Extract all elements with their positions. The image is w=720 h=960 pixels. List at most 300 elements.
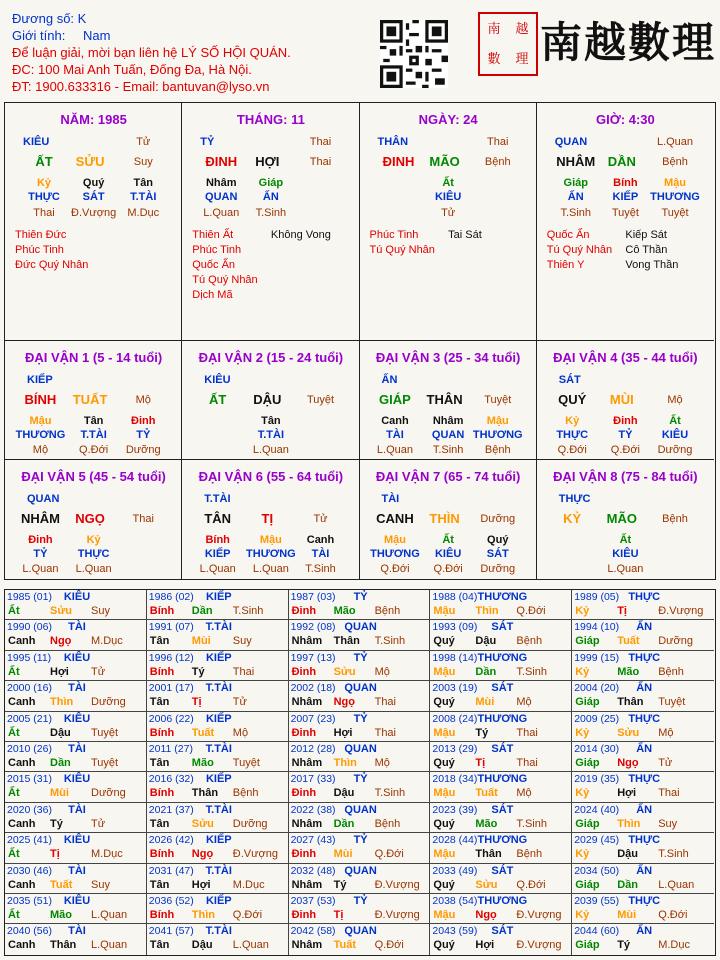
year-stage: Thai <box>516 726 538 739</box>
year-branch: Mão <box>191 757 214 769</box>
year-stage: T.Sinh <box>658 848 689 861</box>
year-branch: Sửu <box>617 726 640 739</box>
year-stem: Kỷ <box>575 605 590 617</box>
year-stage: L.Quan <box>91 939 128 952</box>
year-label: 1994 (10) <box>574 621 620 634</box>
year-stage: Bệnh <box>658 665 684 678</box>
pillar-cell <box>5 103 182 341</box>
dai-van-god: TÀI <box>381 493 400 505</box>
hidden-god: KIẾP <box>204 548 231 560</box>
year-god: TỶ <box>353 591 368 603</box>
year-god: TỶ <box>353 895 368 907</box>
hidden-stem: Ất <box>442 534 454 546</box>
year-cell <box>430 651 572 681</box>
hidden-stage: Thai <box>33 207 55 219</box>
hidden-stage: Dưỡng <box>480 563 516 575</box>
hidden-stage: Mộ <box>32 444 49 456</box>
hidden-god: KIÊU <box>661 429 689 441</box>
dai-van-stem: QUÝ <box>558 392 587 407</box>
year-cell <box>147 681 289 711</box>
year-stage: Thai <box>374 696 396 709</box>
year-stage: Dưỡng <box>658 635 693 648</box>
hidden-stage: L.Quan <box>607 563 644 575</box>
dai-van-god: QUAN <box>27 493 60 505</box>
year-stage: Thai <box>374 726 396 739</box>
pillar-stem: NHÂM <box>556 154 596 169</box>
year-branch: Dần <box>617 878 638 891</box>
year-god: ẤN <box>636 621 653 634</box>
dai-van-status: Thai <box>132 513 154 525</box>
dai-van-title: ĐẠI VẬN 3 (25 - 34 tuổi) <box>375 350 521 365</box>
dai-van-branch: NGỌ <box>75 511 105 526</box>
dai-van-title: ĐẠI VẬN 4 (35 - 44 tuổi) <box>553 350 698 365</box>
year-god: SÁT <box>491 743 514 755</box>
year-branch: Dậu <box>475 635 497 648</box>
year-cell <box>572 833 714 863</box>
year-branch: Mùi <box>191 635 211 648</box>
year-cell <box>147 803 289 833</box>
year-branch: Thìn <box>475 605 499 617</box>
year-branch: Ngọ <box>333 696 355 709</box>
year-stem: Mậu <box>433 848 456 861</box>
year-label: 2039 (55) <box>574 895 620 907</box>
year-stage: Tử <box>91 665 106 678</box>
year-god: QUAN <box>344 682 377 695</box>
year-cell <box>289 712 431 742</box>
year-stage: Thai <box>658 787 680 800</box>
year-label: 2037 (53) <box>290 895 336 907</box>
year-stem: Giáp <box>575 696 600 709</box>
hidden-stage: T.Sinh <box>560 207 592 219</box>
year-branch: Tị <box>333 909 344 921</box>
year-label: 2035 (51) <box>7 895 52 907</box>
year-cell <box>5 864 147 894</box>
year-stage: Tử <box>91 817 106 830</box>
year-branch: Thìn <box>333 757 357 769</box>
year-stem: Nhâm <box>291 635 323 648</box>
year-branch: Thân <box>191 787 219 800</box>
year-branch: Tị <box>617 605 627 617</box>
hidden-god: THƯƠNG <box>246 548 296 560</box>
year-branch: Mùi <box>333 848 353 861</box>
year-stage: Mộ <box>658 726 674 739</box>
star-good: Quốc Ấn <box>546 229 590 241</box>
year-stage: Suy <box>91 605 110 617</box>
hidden-god: KIÊU <box>612 548 639 560</box>
year-label: 1991 (07) <box>148 621 194 634</box>
year-cell <box>430 681 572 711</box>
year-label: 2026 (42) <box>148 834 194 847</box>
hidden-stem: Quý <box>82 177 105 189</box>
year-label: 2028 (44) <box>432 834 478 847</box>
star-good: Tú Quý Nhân <box>546 244 613 256</box>
year-label: 2044 (60) <box>574 925 620 938</box>
year-god: ẤN <box>636 864 653 877</box>
star-good: Tú Quý Nhân <box>369 244 435 256</box>
year-god: KIẾP <box>205 712 232 725</box>
year-branch: Mão <box>50 909 72 921</box>
year-god: ẤN <box>636 682 653 695</box>
year-branch: Sửu <box>191 817 214 830</box>
hidden-stage: Dưỡng <box>125 444 161 456</box>
year-stem: Đinh <box>291 665 317 678</box>
hidden-stem: Kỷ <box>86 534 101 546</box>
year-branch: Tý <box>191 665 205 678</box>
hidden-stage: Q.Đới <box>79 444 109 456</box>
year-stage: Đ.Vượng <box>516 939 562 952</box>
year-god: TÀI <box>68 864 86 877</box>
year-stage: Bệnh <box>516 848 543 861</box>
year-god: KIẾP <box>205 773 232 786</box>
hidden-god: TỶ <box>136 429 151 441</box>
year-stem: Giáp <box>575 757 600 769</box>
year-label: 1986 (02) <box>148 591 194 603</box>
hidden-stage: L.Quan <box>376 444 413 456</box>
year-god: QUAN <box>344 803 377 816</box>
year-cell <box>289 924 431 954</box>
year-god: TỶ <box>353 651 368 664</box>
year-cell <box>5 894 147 924</box>
hidden-stage: Q.Đới <box>557 444 587 456</box>
gender-value: Nam <box>82 28 111 43</box>
hidden-stem: Ất <box>669 415 681 427</box>
year-stage: L.Quan <box>232 939 269 952</box>
pillar-stem: ẤT <box>35 154 53 169</box>
year-label: 2024 (40) <box>574 803 620 816</box>
year-cell <box>572 742 714 772</box>
year-stem: Đinh <box>291 848 317 861</box>
year-stage: L.Quan <box>91 909 128 921</box>
year-stem: Nhâm <box>291 878 323 891</box>
year-stem: Mậu <box>433 726 456 739</box>
hidden-stem: Tân <box>133 177 154 189</box>
year-stage: Bệnh <box>232 787 259 800</box>
year-cell <box>289 620 431 650</box>
hidden-god: KIÊU <box>434 191 462 203</box>
hidden-god: SÁT <box>486 548 509 560</box>
year-cell <box>572 924 714 954</box>
year-god: SÁT <box>491 682 514 695</box>
dai-van-cell <box>5 341 182 460</box>
year-stem: Bính <box>149 787 175 800</box>
year-god: THƯƠNG <box>477 712 528 725</box>
star-good: Thiên Y <box>546 259 585 271</box>
hidden-stem: Kỷ <box>565 415 580 427</box>
year-stage: Mộ <box>516 696 532 709</box>
year-stem: Bính <box>149 665 175 678</box>
hidden-god: SÁT <box>82 191 105 203</box>
year-cell <box>430 742 572 772</box>
chart-grid <box>4 102 716 580</box>
year-cell <box>5 681 147 711</box>
hidden-god: TỶ <box>618 429 633 441</box>
year-label: 1993 (09) <box>432 621 478 634</box>
year-label: 1992 (08) <box>290 621 336 634</box>
year-stem: Bính <box>149 848 175 861</box>
hidden-stem: Tân <box>83 415 104 427</box>
hidden-stage: L.Quan <box>199 563 236 575</box>
year-label: 2017 (33) <box>290 773 336 786</box>
dai-van-stem: ẤT <box>209 392 227 407</box>
year-god: KIÊU <box>63 651 91 664</box>
year-label: 2004 (20) <box>574 682 620 695</box>
year-label: 2003 (19) <box>432 682 478 695</box>
year-cell <box>572 620 714 650</box>
hidden-stem: Canh <box>381 415 409 427</box>
year-cell <box>572 894 714 924</box>
year-stage: Q.Đới <box>516 605 546 617</box>
pillar-top-stage: Thai <box>309 136 332 148</box>
hidden-stage: L.Quan <box>203 207 240 219</box>
year-branch: Thân <box>617 696 644 709</box>
year-label: 2000 (16) <box>7 682 52 695</box>
year-god: SÁT <box>491 864 514 877</box>
pillar-branch: DẦN <box>607 154 636 169</box>
pillar-top-stage: L.Quan <box>656 136 694 148</box>
hidden-stage: M.Dục <box>127 207 160 219</box>
year-branch: Tý <box>333 878 347 891</box>
pillar-cell <box>182 103 359 341</box>
dai-van-god: KIẾP <box>27 374 53 386</box>
hidden-stem: Mậu <box>486 415 509 427</box>
year-stem: Ất <box>8 605 20 617</box>
hidden-stem: Mậu <box>664 177 686 189</box>
year-stage: Bệnh <box>516 635 543 648</box>
dai-van-title: ĐẠI VẬN 7 (65 - 74 tuổi) <box>375 469 521 484</box>
year-stage: Suy <box>232 635 252 648</box>
hidden-stage: L.Quan <box>252 563 289 575</box>
year-cell <box>147 651 289 681</box>
year-label: 2009 (25) <box>574 712 620 725</box>
year-stage: Q.Đới <box>374 939 404 952</box>
year-stem: Quý <box>433 757 455 769</box>
year-stem: Quý <box>433 817 455 830</box>
year-cell <box>5 590 147 620</box>
year-stem: Tân <box>149 817 170 830</box>
year-stage: Đ.Vượng <box>516 909 562 921</box>
hidden-god: KIẾP <box>612 191 639 203</box>
hidden-god: QUAN <box>205 191 238 203</box>
dai-van-title: ĐẠI VẬN 1 (5 - 14 tuổi) <box>25 350 163 365</box>
dai-van-status: Mộ <box>135 394 151 406</box>
hidden-stem: Giáp <box>258 177 284 189</box>
year-cell <box>5 803 147 833</box>
year-cell <box>289 803 431 833</box>
year-cell <box>5 620 147 650</box>
year-cell <box>5 651 147 681</box>
year-stage: Thai <box>232 665 255 678</box>
year-cell <box>147 742 289 772</box>
year-stem: Giáp <box>575 635 600 648</box>
star-bad: Tai Sát <box>448 229 482 241</box>
year-stem: Ất <box>8 665 20 678</box>
year-stem: Ất <box>8 909 20 921</box>
year-branch: Tuất <box>50 878 73 891</box>
year-branch: Tuất <box>333 939 356 952</box>
year-branch: Mão <box>333 605 356 617</box>
hidden-god: ẤN <box>262 191 279 203</box>
year-label: 1988 (04) <box>432 591 478 603</box>
year-god: QUAN <box>344 864 377 877</box>
dai-van-cell <box>360 341 537 460</box>
year-cell <box>289 681 431 711</box>
year-stage: M.Dục <box>658 939 690 952</box>
year-cell <box>147 833 289 863</box>
year-stem: Giáp <box>575 939 600 952</box>
year-stage: T.Sinh <box>374 787 406 800</box>
year-cell <box>572 864 714 894</box>
year-cell <box>430 833 572 863</box>
year-label: 2023 (39) <box>432 803 478 816</box>
hidden-stage: Tuyệt <box>661 207 689 219</box>
year-cell <box>289 772 431 802</box>
year-branch: Sửu <box>50 605 73 617</box>
year-stage: Suy <box>91 878 110 891</box>
year-label: 1985 (01) <box>7 591 52 603</box>
year-stem: Kỷ <box>575 787 590 800</box>
year-stem: Đinh <box>291 726 317 739</box>
year-god: KIẾP <box>205 895 232 907</box>
hidden-stage: L.Quan <box>252 444 289 456</box>
hidden-god: TÀI <box>311 548 330 560</box>
year-label: 2034 (50) <box>574 864 620 877</box>
year-stem: Quý <box>433 696 455 709</box>
contact-line: Để luận giải, mời bạn liên hệ LÝ SỐ HỘI QUÁN. <box>12 45 291 60</box>
year-cell <box>572 712 714 742</box>
year-label: 1995 (11) <box>7 651 52 664</box>
gender-line <box>12 27 291 44</box>
phone-email-line: ĐT: 1900.633316 - Email: bantuvan@lyso.vn <box>12 79 270 94</box>
hidden-stem: Quý <box>487 534 509 546</box>
year-god: TỶ <box>353 773 368 786</box>
dai-van-stem: NHÂM <box>20 511 60 526</box>
year-label: 2005 (21) <box>7 712 52 725</box>
dai-van-stem: CANH <box>376 511 414 526</box>
dai-van-branch: MÃO <box>606 511 637 526</box>
pillar-status: Bệnh <box>662 156 688 168</box>
dai-van-title: ĐẠI VẬN 6 (55 - 64 tuổi) <box>198 469 344 484</box>
year-stage: Tuyệt <box>91 726 119 739</box>
year-label: 2043 (59) <box>432 925 478 938</box>
seal-stamp <box>478 12 538 76</box>
star-good: Phúc Tinh <box>369 229 419 241</box>
dai-van-branch: DẬU <box>253 392 282 407</box>
hidden-god: THỰC <box>556 429 589 441</box>
year-branch: Dần <box>50 757 71 769</box>
year-label: 2020 (36) <box>7 803 52 816</box>
year-label: 2015 (31) <box>7 773 52 786</box>
pillar-title: GIỜ: 4:30 <box>595 112 655 127</box>
year-stem: Mậu <box>433 909 456 921</box>
year-stem: Bính <box>149 726 175 739</box>
year-god: THỰC <box>628 895 661 907</box>
logo: 南越數理 <box>540 18 717 67</box>
year-label: 2025 (41) <box>7 834 52 847</box>
year-stem: Giáp <box>575 817 600 830</box>
year-god: T.TÀI <box>205 864 232 877</box>
year-stem: Quý <box>433 635 455 648</box>
year-branch: Tị <box>50 848 60 861</box>
dai-van-cell <box>182 460 359 579</box>
year-label: 2019 (35) <box>574 773 620 786</box>
year-branch: Tý <box>475 726 489 739</box>
hidden-stem: Đinh <box>613 415 638 427</box>
dai-van-status: Bệnh <box>662 513 688 525</box>
year-label: 1990 (06) <box>7 621 52 634</box>
year-god: TỶ <box>353 834 368 847</box>
year-cell <box>289 651 431 681</box>
year-stage: Tuyệt <box>91 757 119 769</box>
year-stage: Mộ <box>516 787 532 800</box>
year-label: 2001 (17) <box>148 682 194 695</box>
year-cell <box>147 924 289 954</box>
dai-van-status: Dưỡng <box>480 513 516 525</box>
year-cell <box>430 772 572 802</box>
year-label: 2027 (43) <box>290 834 336 847</box>
year-cell <box>5 712 147 742</box>
year-stage: Q.Đới <box>232 909 263 921</box>
hidden-stem: Bính <box>613 177 638 189</box>
year-god: THỰC <box>628 591 661 603</box>
hidden-stem: Mậu <box>383 534 406 546</box>
year-branch: Sửu <box>475 878 498 891</box>
year-branch: Dậu <box>617 848 638 861</box>
year-branch: Tị <box>475 757 486 769</box>
hidden-stage: Đ.Vượng <box>71 207 117 219</box>
year-god: ẤN <box>636 803 653 816</box>
year-god: TÀI <box>68 925 86 938</box>
star-good: Dịch Mã <box>192 289 233 301</box>
year-stage: Dưỡng <box>91 787 126 800</box>
year-god: KIẾP <box>205 591 232 603</box>
year-label: 2036 (52) <box>148 895 194 907</box>
year-god: KIẾP <box>205 651 232 664</box>
year-label: 2002 (18) <box>290 682 336 695</box>
year-branch: Dần <box>191 605 213 617</box>
year-stem: Canh <box>8 635 36 648</box>
year-stage: Đ.Vượng <box>658 605 704 617</box>
year-cell <box>5 924 147 954</box>
pillar-branch: HỢI <box>255 154 280 169</box>
year-stem: Ất <box>8 787 20 800</box>
year-stem: Mậu <box>433 787 456 800</box>
year-cell <box>147 894 289 924</box>
pillar-status: Suy <box>133 156 153 168</box>
pillar-title: NGÀY: 24 <box>418 112 478 127</box>
year-label: 2018 (34) <box>432 773 478 786</box>
owner-line: Đương số: K <box>12 11 87 26</box>
year-cell <box>430 864 572 894</box>
year-stem: Đinh <box>291 909 317 921</box>
year-branch: Dần <box>475 665 497 678</box>
hidden-stem: Tân <box>261 415 281 427</box>
year-stage: L.Quan <box>658 878 695 891</box>
hidden-god: THỰC <box>77 548 110 560</box>
year-branch: Sửu <box>333 665 356 678</box>
dai-van-title: ĐẠI VẬN 5 (45 - 54 tuổi) <box>21 469 166 484</box>
year-stage: T.Sinh <box>516 817 547 830</box>
year-stem: Bính <box>149 909 175 921</box>
year-label: 2041 (57) <box>148 925 194 938</box>
year-branch: Dần <box>333 817 355 830</box>
header-info <box>12 10 291 95</box>
year-god: KIÊU <box>63 712 91 725</box>
year-cell <box>430 620 572 650</box>
year-god: T.TÀI <box>205 743 232 755</box>
year-god: SÁT <box>491 803 514 816</box>
year-cell <box>430 712 572 742</box>
year-stem: Mậu <box>433 665 456 678</box>
